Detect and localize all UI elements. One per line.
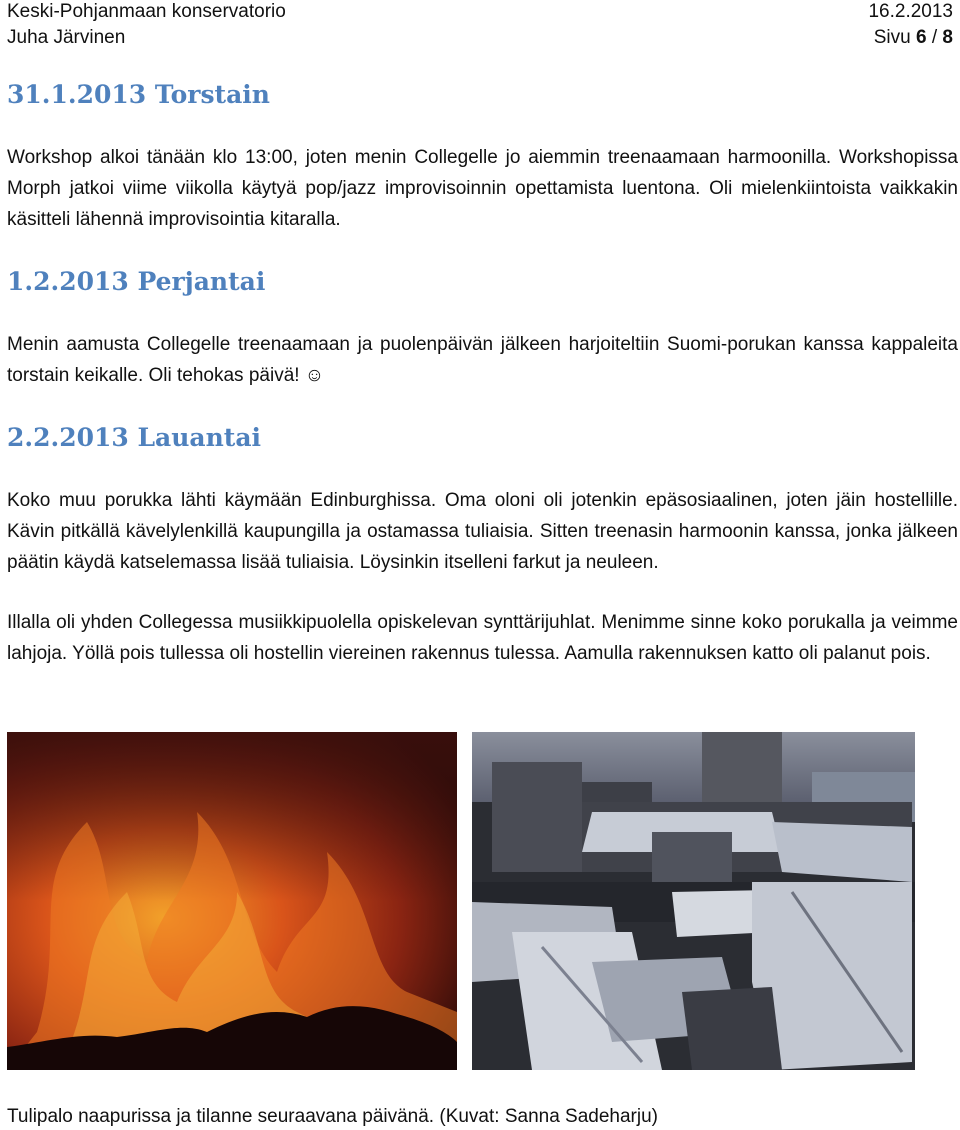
entry-heading-thursday: 31.1.2013 Torstain <box>7 80 270 109</box>
entry-paragraph-saturday-2: Illalla oli yhden Collegessa musiikkipuolella opiskelevan synttärijuhlat. Menimme sinne koko porukalla ja veimme lahjoja. Yöllä pois tullessa oli hostellin viereinen rakennus tulessa. Aamulla rakennuksen katto oli palanut pois. <box>7 612 958 664</box>
header-organization: Keski-Pohjanmaan konservatorio <box>7 1 286 22</box>
entry-paragraph-thursday: Workshop alkoi tänään klo 13:00, joten menin Collegelle jo aiemmin treenaamaan harmoonilla. Workshopissa Morph jatkoi viime viikolla käytyä pop/jazz improvisoinnin opettamista luentona. Oli mielenkiintoista vaikkakin käsitteli lähennä improvisointia kitaralla. <box>7 147 958 230</box>
page-current: 6 <box>916 27 927 48</box>
entry-paragraph-saturday-1: Koko muu porukka lähti käymään Edinburghissa. Oma oloni oli jotenkin epäsosiaalinen, joten jäin hostellille. Kävin pitkällä kävelylenkillä kaupungilla ja ostamassa tuliaisia. Sitten treenasin harmoonin kanssa, jonka jälkeen päätin käydä katselemassa lisää tuliaisia. Löysinkin itselleni farkut ja neuleen. <box>7 490 958 573</box>
entry-heading-friday: 1.2.2013 Perjantai <box>7 267 266 296</box>
page-number <box>874 27 953 49</box>
header-date: 16.2.2013 <box>868 1 953 22</box>
fire-photo <box>7 732 457 1070</box>
page-header-top <box>7 1 953 23</box>
header-author: Juha Järvinen <box>7 27 126 48</box>
photo-caption: Tulipalo naapurissa ja tilanne seuraavana päivänä. (Kuvat: Sanna Sadeharju) <box>7 1106 659 1127</box>
entry-heading-saturday: 2.2.2013 Lauantai <box>7 423 262 452</box>
page-label: Sivu <box>873 27 911 48</box>
page-header-bottom <box>7 27 953 49</box>
entry-paragraph-friday: Menin aamusta Collegelle treenaamaan ja puolenpäivän jälkeen harjoiteltiin Suomi-porukan kanssa kappaleita torstain keikalle. Oli tehokas päivä! ☺ <box>7 334 958 386</box>
page-separator: / <box>931 27 938 48</box>
rooftops-photo <box>472 732 915 1070</box>
page-total: 8 <box>942 27 953 48</box>
